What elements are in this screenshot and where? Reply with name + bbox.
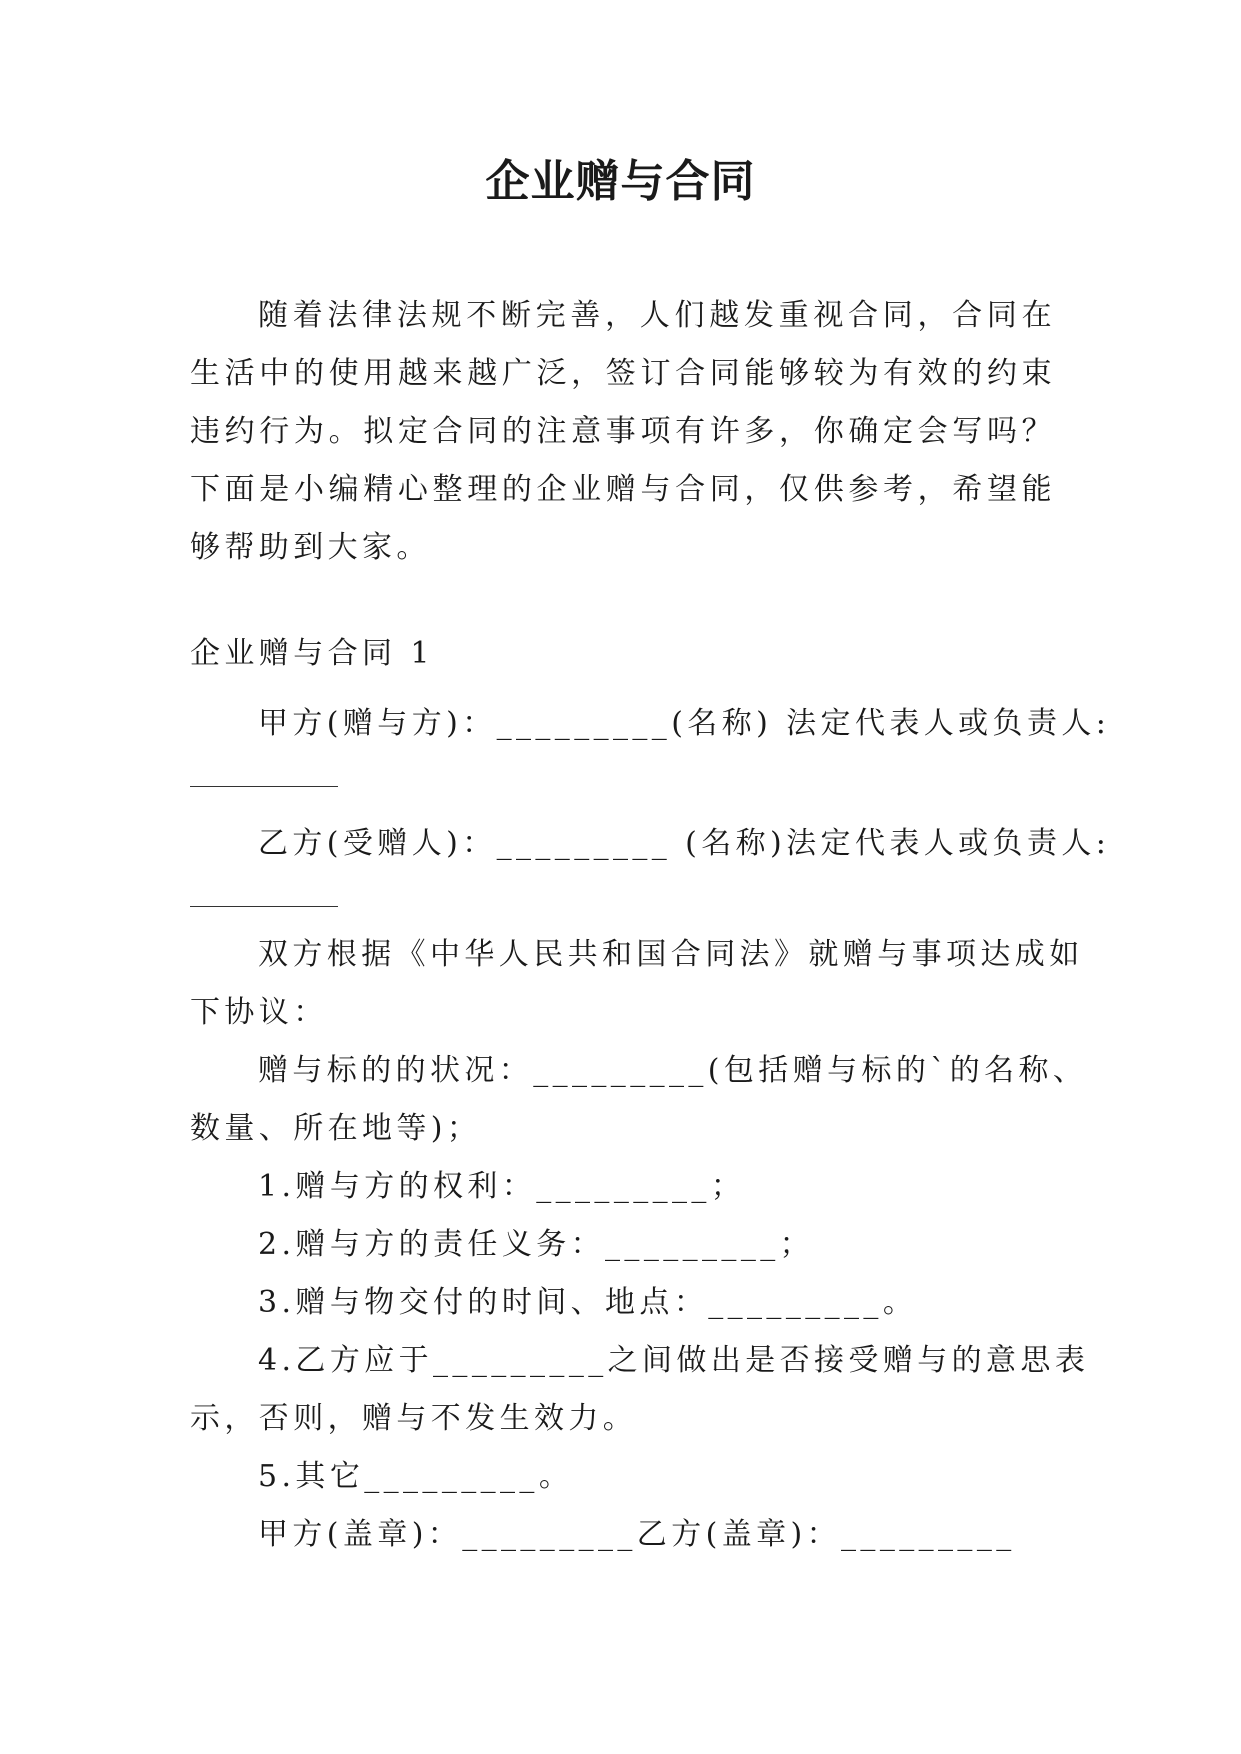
party-b-representative-blank bbox=[190, 906, 338, 907]
clause-4-line-1: 4.乙方应于_________之间做出是否接受赠与的意思表 bbox=[258, 1343, 1090, 1378]
document-title: 企业赠与合同 bbox=[485, 156, 756, 207]
clause-4-line-2: 示，否则，赠与不发生效力。 bbox=[190, 1401, 638, 1436]
party-b-line: 乙方(受赠人)：_________ (名称)法定代表人或负责人: bbox=[258, 826, 1111, 861]
agreement-line-1: 双方根据《中华人民共和国合同法》就赠与事项达成如 bbox=[258, 937, 1084, 972]
gift-status-line-1: 赠与标的的状况：_________(包括赠与标的`的名称、 bbox=[258, 1053, 1088, 1088]
signature-line: 甲方(盖章)：_________乙方(盖章)：_________ bbox=[258, 1517, 1016, 1552]
clause-2: 2.赠与方的责任义务：_________； bbox=[258, 1227, 815, 1262]
section-heading: 企业赠与合同 1 bbox=[190, 636, 434, 671]
clause-5: 5.其它_________。 bbox=[258, 1459, 574, 1494]
clause-1: 1.赠与方的权利：_________； bbox=[258, 1169, 746, 1204]
gift-status-line-2: 数量、所在地等)； bbox=[190, 1111, 482, 1146]
clause-3: 3.赠与物交付的时间、地点：_________。 bbox=[258, 1285, 918, 1320]
agreement-line-2: 下协议： bbox=[190, 995, 328, 1030]
party-a-representative-blank bbox=[190, 786, 338, 787]
intro-paragraph: 随着法律法规不断完善，人们越发重视合同，合同在生活中的使用越来越广泛，签订合同能够较为有效的约束违约行为。拟定合同的注意事项有许多，你确定会写吗？下面是小编精心整理的企业赠与合同，仅供参考，希望能够帮助到大家。 bbox=[190, 298, 1056, 565]
party-a-line: 甲方(赠与方)：_________(名称) 法定代表人或负责人: bbox=[258, 706, 1111, 741]
